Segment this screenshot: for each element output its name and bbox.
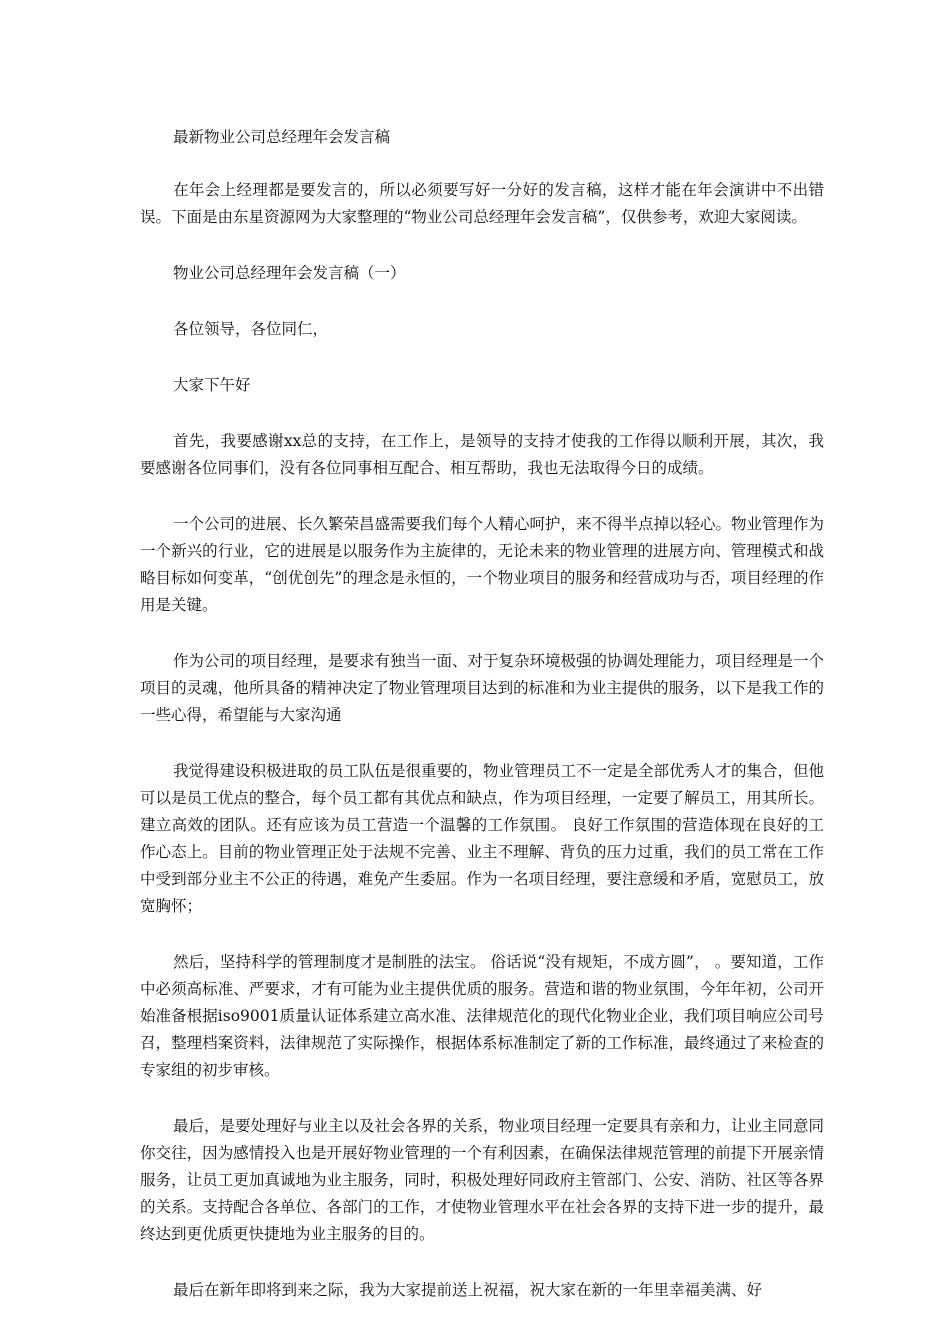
salutation: 各位领导，各位同仁， <box>173 320 329 338</box>
section-heading: 物业公司总经理年会发言稿（一） <box>173 264 406 282</box>
closing-paragraph: 最后在新年即将到来之际，我为大家提前送上祝福，祝大家在新的一年里幸福美满、好 <box>173 1281 763 1299</box>
body-paragraph: 我觉得建设积极进取的员工队伍是很重要的，物业管理员工不一定是全部优秀人才的集合，但他可以是员工优点的整合，每个员工都有其优点和缺点，作为项目经理，一定要了解员工，用其所长。建立高效的团队。还有应该为员工营造一个温馨的工作氛围。 良好工作氛围的营造体现在良好的工作心态上。目前的物业管理正处于法规不完善、业主不理解、背负的压力过重，我们的员工常在工作中受到部分业主不公正的待遇，难免产生委屈。作为一名项目经理，要注意缓和矛盾，宽慰员工，放宽胸怀； <box>140 762 825 915</box>
body-paragraph: 一个公司的进展、长久繁荣昌盛需要我们每个人精心呵护，来不得半点掉以轻心。物业管理作为一个新兴的行业，它的进展是以服务作为主旋律的，无论未来的物业管理的进展方向、管理模式和战略目标如何变革，“创优创先”的理念是永恒的，一个物业项目的服务和经营成功与否，项目经理的作用是关键。 <box>140 515 825 614</box>
greeting: 大家下午好 <box>173 376 251 394</box>
document-title: 最新物业公司总经理年会发言稿 <box>173 128 391 146</box>
body-paragraph: 作为公司的项目经理，是要求有独当一面、对于复杂环境极强的协调处理能力，项目经理是一个项目的灵魂，他所具备的精神决定了物业管理项目达到的标准和为业主提供的服务，以下是我工作的一些心得，希望能与大家沟通 <box>140 652 825 724</box>
document-body <box>140 124 824 1333</box>
body-paragraph: 最后，是要处理好与业主以及社会各界的关系，物业项目经理一定要具有亲和力，让业主同意同你交往，因为感情投入也是开展好物业管理的一个有利因素，在确保法律规范管理的前提下开展亲情服务，让员工更加真诚地为业主服务，同时，积极处理好同政府主管部门、公安、消防、社区等各界的关系。支持配合各单位、各部门的工作，才使物业管理水平在社会各界的支持下进一步的提升，最终达到更优质更快捷地为业主服务的目的。 <box>140 1117 825 1243</box>
body-paragraph: 首先，我要感谢xx总的支持，在工作上，是领导的支持才使我的工作得以顺利开展，其次，我要感谢各位同事们，没有各位同事相互配合、相互帮助，我也无法取得今日的成绩。 <box>140 432 824 477</box>
body-paragraph: 然后，坚持科学的管理制度才是制胜的法宝。 俗话说“没有规矩，不成方圆”， 。要知道，工作中必须高标准、严要求，才有可能为业主提供优质的服务。营造和谐的物业氛围，今年年初，公司开始准备根据iso9001质量认证体系建立高水准、法律规范化的现代化物业企业，我们项目响应公司号召，整理档案资料，法律规范了实际操作，根据体系标准制定了新的工作标准，最终通过了来检查的专家组的初步审核。 <box>140 953 824 1079</box>
intro-paragraph: 在年会上经理都是要发言的，所以必须要写好一分好的发言稿，这样才能在年会演讲中不出错误。下面是由东星资源网为大家整理的“物业公司总经理年会发言稿”，仅供参考，欢迎大家阅读。 <box>140 181 824 226</box>
